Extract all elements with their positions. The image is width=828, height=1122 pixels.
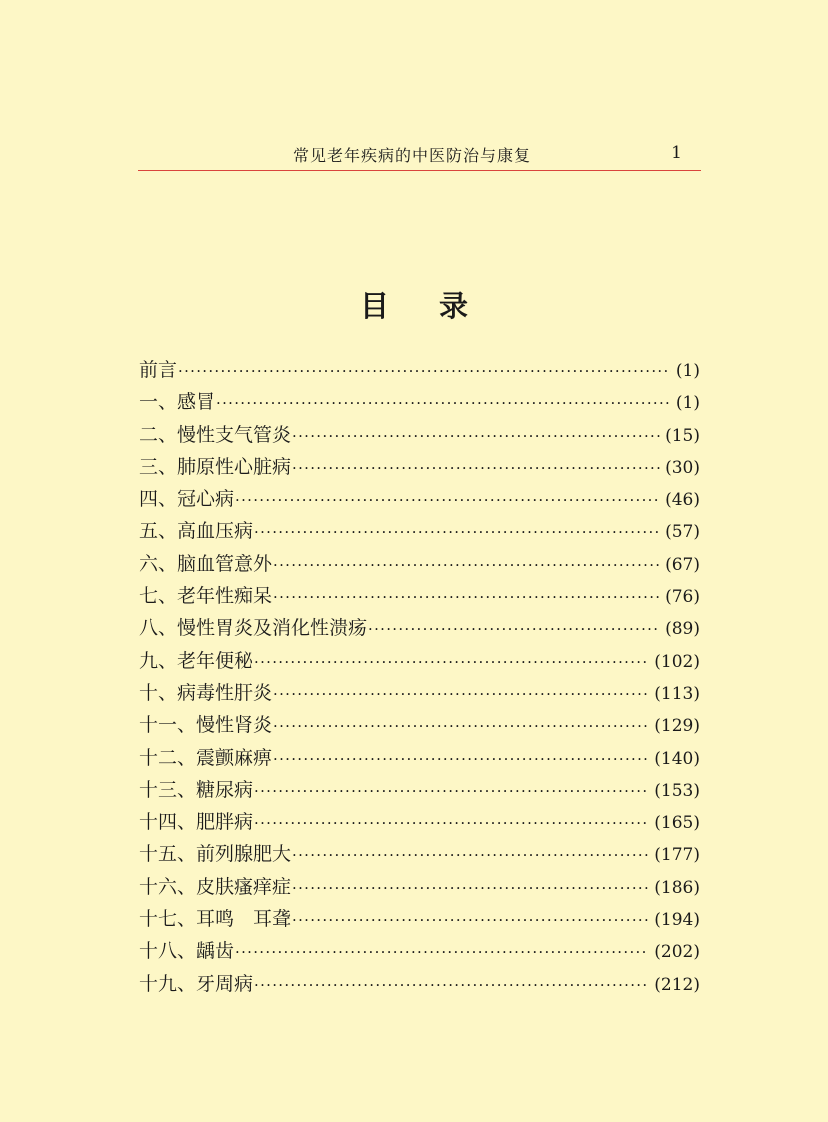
dot-leader xyxy=(292,427,660,445)
toc-entry-label: 六、脑血管意外 xyxy=(139,552,273,575)
toc-entry-page: (202) xyxy=(654,942,700,963)
toc-entry-14[interactable] xyxy=(139,807,700,839)
toc-entry-page: (1) xyxy=(675,393,700,414)
toc-entry-page: (1) xyxy=(675,361,700,381)
dot-leader xyxy=(292,911,649,929)
toc-entry-10[interactable] xyxy=(139,678,700,710)
running-title: 常见老年疾病的中医防治与康复 xyxy=(293,146,532,165)
toc-entry-label: 十七、耳鸣 耳聋 xyxy=(139,908,292,931)
toc-entry-page: (76) xyxy=(665,587,700,608)
dot-leader xyxy=(292,879,649,897)
toc-entry-label: 九、老年便秘 xyxy=(139,649,254,672)
toc-entry-page: (165) xyxy=(654,813,700,834)
toc-entry-page: (129) xyxy=(654,716,700,737)
toc-entry-9[interactable] xyxy=(139,646,700,678)
dot-leader xyxy=(235,491,660,509)
dot-leader xyxy=(368,620,660,638)
toc-entry-11[interactable] xyxy=(139,710,700,742)
toc-entry-label: 一、感冒 xyxy=(139,391,216,414)
toc-title: 目录 xyxy=(359,289,518,323)
toc-entry-page: (15) xyxy=(665,425,700,446)
dot-leader xyxy=(254,976,649,994)
dot-leader xyxy=(254,523,660,541)
toc-entry-label: 八、慢性胃炎及消化性溃疡 xyxy=(139,617,368,640)
dot-leader xyxy=(254,653,649,671)
toc-entry-label: 二、慢性支气管炎 xyxy=(139,423,292,446)
toc-entry-19[interactable] xyxy=(139,969,700,1001)
toc-entry-3[interactable] xyxy=(139,452,700,484)
toc-entry-13[interactable] xyxy=(139,775,700,807)
toc-entry-8[interactable] xyxy=(139,613,700,645)
header-rule xyxy=(138,170,701,171)
toc-entry-label: 十五、前列腺肥大 xyxy=(139,843,292,866)
toc-entry-16[interactable] xyxy=(139,872,700,904)
toc-entry-label: 三、肺原性心脏病 xyxy=(139,455,292,478)
toc-entry-page: (89) xyxy=(665,619,700,640)
toc-entry-6[interactable] xyxy=(139,549,700,581)
toc-entry-label: 十九、牙周病 xyxy=(139,972,254,995)
toc-entry-1[interactable] xyxy=(139,387,700,419)
toc-entry-label: 十一、慢性肾炎 xyxy=(139,714,273,737)
toc-entry-label: 十六、皮肤瘙痒症 xyxy=(139,875,292,898)
dot-leader xyxy=(254,814,649,832)
dot-leader xyxy=(178,362,671,380)
toc-entry-label: 十三、糖尿病 xyxy=(139,778,254,801)
toc-entry-15[interactable] xyxy=(139,839,700,871)
toc-entry-label: 十八、龋齿 xyxy=(139,940,235,963)
toc-entry-page: (102) xyxy=(654,651,700,672)
toc-entry-preface[interactable] xyxy=(139,355,700,387)
running-header xyxy=(138,140,700,170)
toc-entry-page: (113) xyxy=(654,683,700,704)
toc-entry-label: 五、高血压病 xyxy=(139,520,254,543)
dot-leader xyxy=(254,782,649,800)
toc-entry-label: 十、病毒性肝炎 xyxy=(139,681,273,704)
toc-entry-2[interactable] xyxy=(139,420,700,452)
dot-leader xyxy=(273,556,660,574)
toc-entry-5[interactable] xyxy=(139,516,700,548)
toc-entry-7[interactable] xyxy=(139,581,700,613)
dot-leader xyxy=(273,717,649,735)
toc-entry-page: (67) xyxy=(665,554,700,575)
dot-leader xyxy=(273,685,649,703)
toc-entry-page: (194) xyxy=(654,910,700,931)
dot-leader xyxy=(292,846,649,864)
dot-leader xyxy=(273,588,660,606)
toc-entry-page: (212) xyxy=(654,974,700,995)
toc-entry-page: (186) xyxy=(654,877,700,898)
toc-entry-page: (177) xyxy=(654,845,700,866)
toc-entry-label: 前言 xyxy=(139,359,178,381)
toc-entry-page: (30) xyxy=(665,457,700,478)
toc-list xyxy=(139,355,700,1001)
toc-entry-label: 四、冠心病 xyxy=(139,488,235,511)
toc-entry-page: (57) xyxy=(665,522,700,543)
toc-entry-label: 十四、肥胖病 xyxy=(139,811,254,834)
toc-entry-page: (46) xyxy=(665,490,700,511)
toc-entry-page: (153) xyxy=(654,780,700,801)
toc-entry-4[interactable] xyxy=(139,484,700,516)
dot-leader xyxy=(235,943,649,961)
toc-entry-label: 十二、震颤麻痹 xyxy=(139,746,273,769)
dot-leader xyxy=(216,394,671,412)
dot-leader xyxy=(292,459,660,477)
toc-entry-18[interactable] xyxy=(139,936,700,968)
toc-entry-label: 七、老年性痴呆 xyxy=(139,585,273,608)
toc-entry-12[interactable] xyxy=(139,743,700,775)
toc-entry-17[interactable] xyxy=(139,904,700,936)
dot-leader xyxy=(273,750,649,768)
toc-entry-page: (140) xyxy=(654,748,700,769)
page-number: 1 xyxy=(671,143,682,163)
